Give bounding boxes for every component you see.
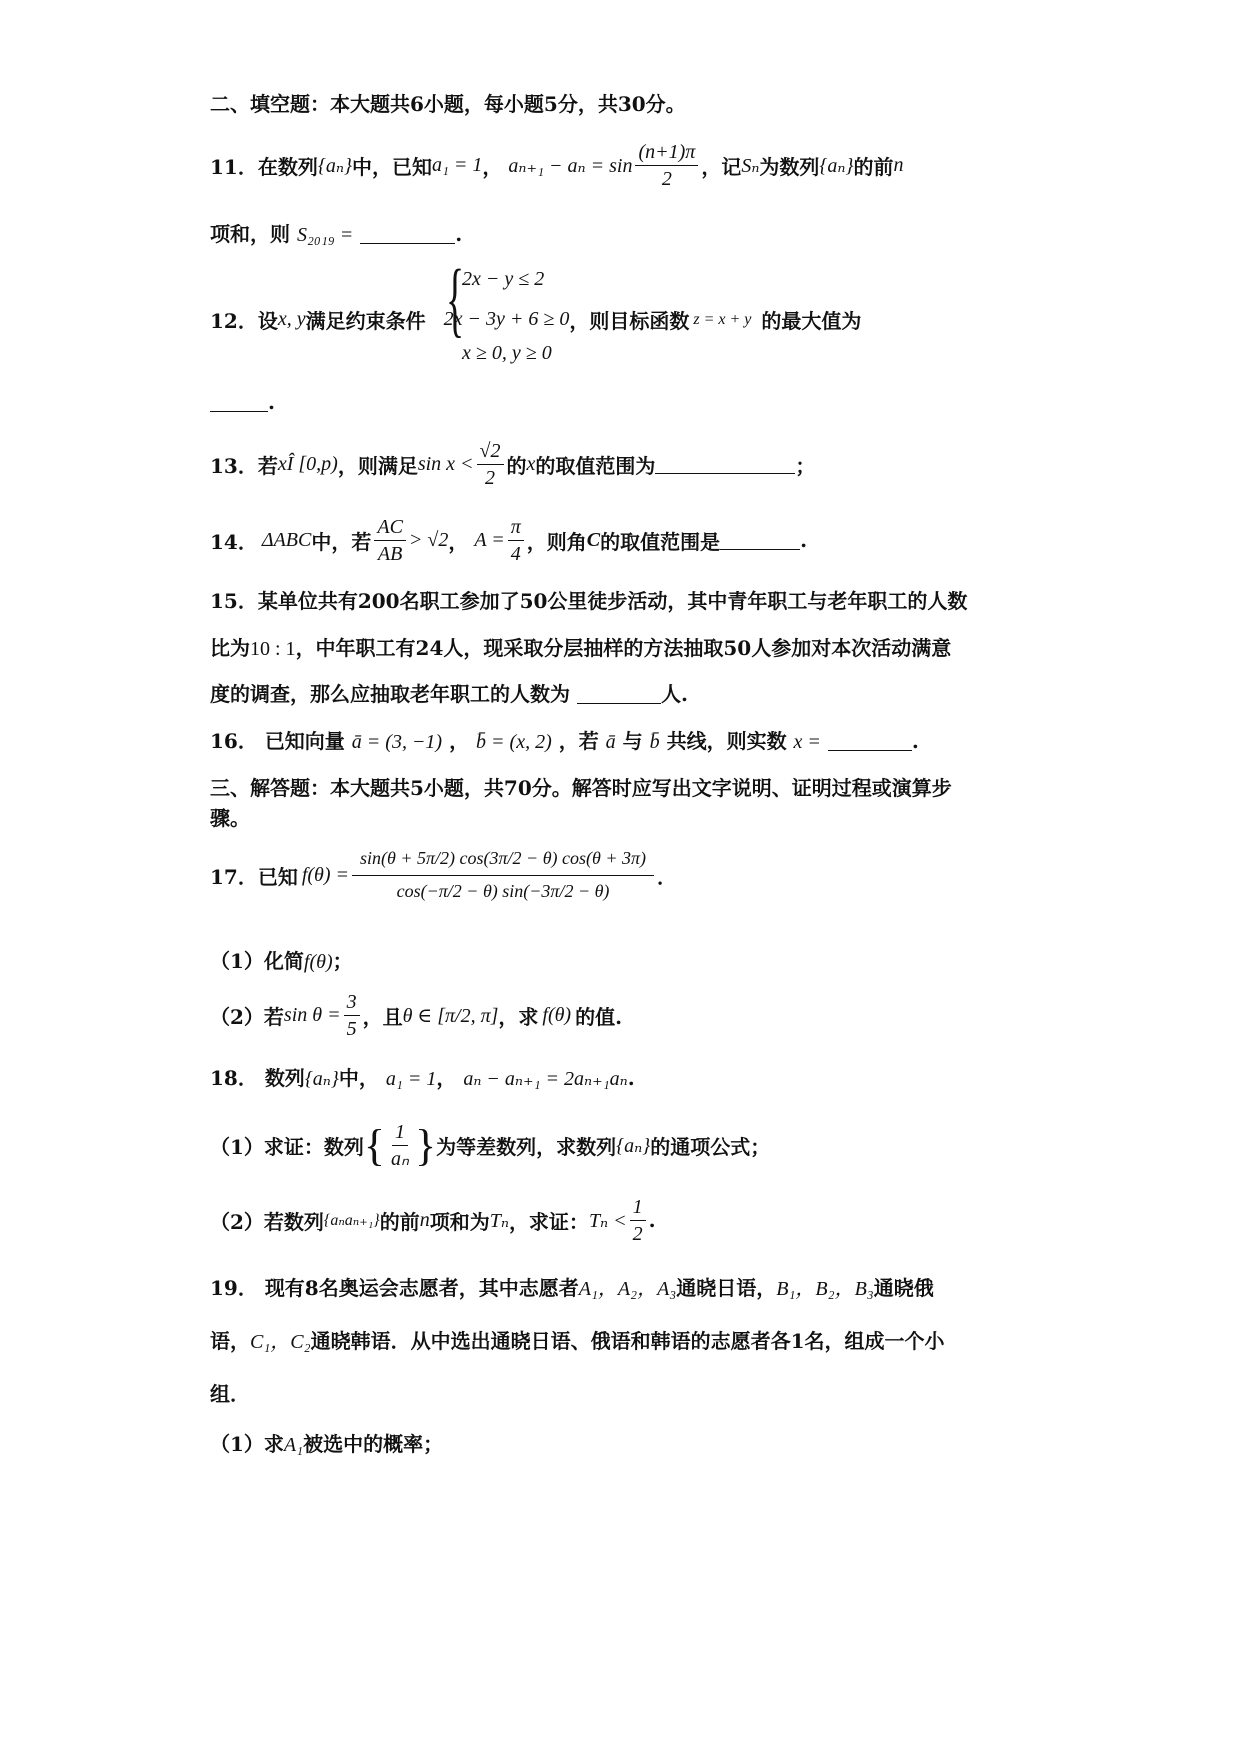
answer-blank[interactable] — [828, 732, 912, 751]
constraint-3: x ≥ 0, y ≥ 0 — [462, 342, 552, 364]
answer-blank[interactable] — [210, 393, 268, 412]
question-19-line-2: 语，C₁，C₂通晓韩语．从中选出通晓日语、俄语和韩语的志愿者各1名，组成一个小 — [210, 1329, 945, 1353]
question-11: 11． 在数列 {aₙ} 中，已知 a₁ = 1 ， aₙ₊₁ − aₙ = sin $\frac{(n+1)\pi}{2}$ ，记 Sₙ 为数列 {aₙ} 的前 n — [210, 140, 904, 190]
question-15-line-3: 度的调查，那么应抽取老年职工的人数为 人. — [210, 682, 688, 706]
answer-blank[interactable] — [577, 685, 661, 704]
answer-blank[interactable] — [360, 225, 455, 244]
question-17-part-2: （2）若 sin θ = $\frac{3}{5}$ ，且 θ ∈ [π/2, π] ，求 f(θ) 的值. — [210, 990, 623, 1040]
question-number: 16． — [210, 729, 258, 753]
question-14: 14． ΔABC 中，若 $\frac{AC}{AB}$ > √2 ， A = $\frac{\pi}{4}$ ，则角 C 的取值范围是 . — [210, 515, 808, 565]
question-number: 11． — [210, 154, 258, 179]
question-19-line-3: 组． — [210, 1382, 250, 1406]
question-number: 17． — [210, 864, 258, 889]
question-17-part-1: （1）化简f(θ)； — [210, 949, 353, 973]
question-12-answer-line: . — [210, 390, 275, 414]
question-15: 15．某单位共有200名职工参加了50公里徒步活动，其中青年职工与老年职工的人数 — [210, 589, 968, 613]
section-2-header: 二、填空题：本大题共6小题，每小题5分，共30分。 — [210, 92, 686, 116]
question-11-line-2: 项和，则 S₂₀₁₉ = . — [210, 222, 463, 246]
section-3-header: 三、解答题：本大题共5小题，共70分。解答时应写出文字说明、证明过程或演算步 — [210, 776, 952, 800]
answer-blank[interactable] — [655, 455, 795, 474]
question-17: 17． 已知 f(θ) = $\frac{\sin(\theta + 5\pi/2) \cos(3\pi/2 - \theta) \cos(\theta + 3\pi)}{\cos(-\pi/2 - \theta) \sin(-3\pi/2 - \theta)}$ ． — [210, 847, 678, 901]
question-19: 19． 现有8名奥运会志愿者，其中志愿者A₁，A₂，A₃通晓日语，B₁，B₂，B₃通晓俄 — [210, 1276, 934, 1300]
question-18: 18． 数列{aₙ}中， a₁ = 1， aₙ − aₙ₊₁ = 2aₙ₊₁aₙ. — [210, 1066, 635, 1090]
question-16: 16． 已知向量 ā = (3, −1) ， b̄ = (x, 2) ，若 ā 与 b̄ 共线，则实数 x = . — [210, 729, 919, 753]
fraction: $\frac{1}{2}$ — [630, 1196, 646, 1245]
question-number: 19． — [210, 1276, 258, 1300]
constraint-1: 2x − y ≤ 2 — [462, 268, 545, 290]
question-19-part-1: （1）求A₁被选中的概率； — [210, 1432, 444, 1456]
fraction: $\frac{(n+1)\pi}{2}$ — [635, 141, 698, 190]
fraction: $\frac{\pi}{4}$ — [508, 516, 524, 565]
fraction: $\frac{3}{5}$ — [344, 991, 360, 1040]
section-3-header-line-2: 骤。 — [210, 806, 250, 830]
fraction: $\frac{1}{\text{aₙ}}$ — [391, 1120, 410, 1170]
question-number: 12． — [210, 309, 258, 333]
fraction: $\frac{\sin(\theta + 5\pi/2) \cos(3\pi/2 - \theta) \cos(\theta + 3\pi)}{\cos(-\pi/2 - \theta) \sin(-3\pi/2 - \theta)}$ — [352, 849, 654, 902]
fraction: $\frac{AC}{AB}$ — [374, 516, 406, 565]
question-number: 13． — [210, 453, 258, 478]
fraction: $\frac{√2}{2}$ — [477, 440, 504, 489]
question-number: 15． — [210, 589, 258, 613]
question-number: 18． — [210, 1066, 258, 1090]
brace-icon: { — [446, 253, 465, 346]
question-18-part-2: （2）若数列 {aₙaₙ₊₁} 的前 n 项和为 Tₙ ，求证： Tₙ < $\frac{1}{2}$ . — [210, 1195, 656, 1245]
question-15-line-2: 比为10 : 1，中年职工有24人，现采取分层抽样的方法抽取50人参加对本次活动满意 — [210, 636, 952, 660]
question-18-part-1: （1）求证：数列 { $\frac{1}{\text{aₙ}}$ } 为等差数列，求数列 {aₙ} 的通项公式； — [210, 1120, 771, 1170]
constraint-2: 2x − 3y + 6 ≥ 0 — [443, 308, 570, 330]
question-number: 14． — [210, 529, 258, 554]
question-13: 13． 若 xÎ [0,p) ，则满足 sin x < $\frac{√2}{2}$ 的 x 的取值范围为 ； — [210, 439, 816, 489]
question-12: 12． 设 x, y 满足约束条件 2x − 3y + 6 ≥ 0 ，则目标函数 z = x + y 的最大值为 — [210, 305, 861, 334]
answer-blank[interactable] — [720, 531, 800, 550]
